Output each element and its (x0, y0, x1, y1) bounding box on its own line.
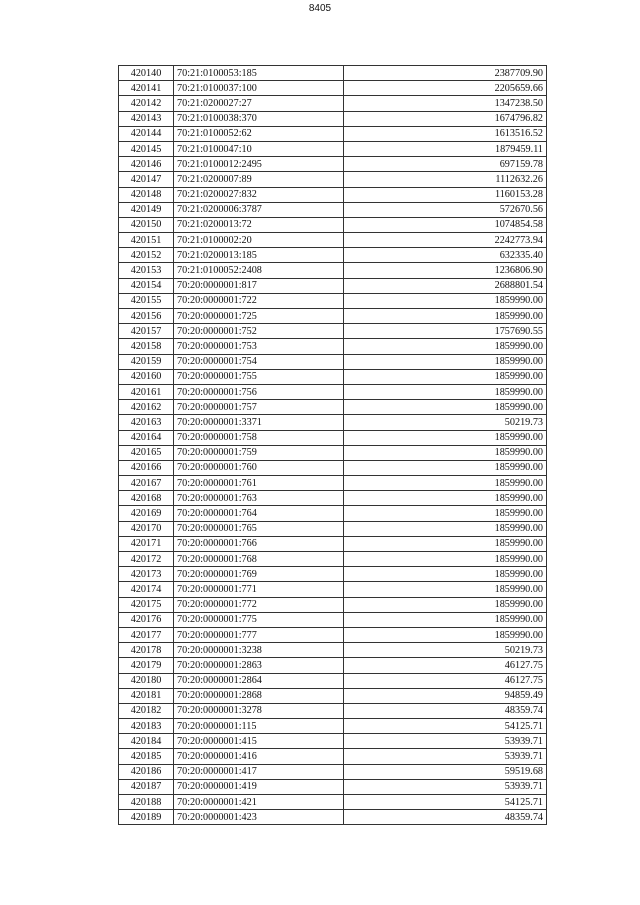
cadastral-number-cell: 70:20:0000001:722 (174, 293, 344, 308)
cadastral-number-cell: 70:20:0000001:2868 (174, 688, 344, 703)
table-row (119, 263, 547, 278)
table-row (119, 384, 547, 399)
table-row (119, 187, 547, 202)
amount-cell: 1859990.00 (344, 582, 547, 597)
table-row (119, 217, 547, 232)
cadastral-number-cell: 70:20:0000001:760 (174, 460, 344, 475)
cadastral-number-cell: 70:21:0100052:62 (174, 126, 344, 141)
amount-cell: 1160153.28 (344, 187, 547, 202)
table-row (119, 643, 547, 658)
cadastral-number-cell: 70:21:0100047:10 (174, 141, 344, 156)
table-row (119, 369, 547, 384)
amount-cell: 1859990.00 (344, 293, 547, 308)
table-row (119, 673, 547, 688)
amount-cell: 1859990.00 (344, 491, 547, 506)
row-id-cell: 420161 (119, 384, 174, 399)
cadastral-number-cell: 70:20:0000001:423 (174, 810, 344, 825)
cadastral-number-cell: 70:20:0000001:757 (174, 400, 344, 415)
cadastral-number-cell: 70:20:0000001:3238 (174, 643, 344, 658)
row-id-cell: 420168 (119, 491, 174, 506)
row-id-cell: 420157 (119, 324, 174, 339)
row-id-cell: 420149 (119, 202, 174, 217)
row-id-cell: 420175 (119, 597, 174, 612)
row-id-cell: 420169 (119, 506, 174, 521)
table-row (119, 309, 547, 324)
amount-cell: 1859990.00 (344, 309, 547, 324)
table-row (119, 430, 547, 445)
table-row (119, 810, 547, 825)
row-id-cell: 420160 (119, 369, 174, 384)
amount-cell: 1859990.00 (344, 567, 547, 582)
row-id-cell: 420144 (119, 126, 174, 141)
row-id-cell: 420189 (119, 810, 174, 825)
table-row (119, 324, 547, 339)
page-number: 8405 (308, 3, 332, 14)
table-row (119, 278, 547, 293)
amount-cell: 59519.68 (344, 764, 547, 779)
cadastral-number-cell: 70:20:0000001:768 (174, 552, 344, 567)
cadastral-number-cell: 70:20:0000001:761 (174, 476, 344, 491)
registry-table (118, 65, 547, 825)
table-row (119, 597, 547, 612)
amount-cell: 48359.74 (344, 703, 547, 718)
amount-cell: 1859990.00 (344, 384, 547, 399)
row-id-cell: 420177 (119, 627, 174, 642)
cadastral-number-cell: 70:21:0100037:100 (174, 81, 344, 96)
amount-cell: 1613516.52 (344, 126, 547, 141)
table-row (119, 552, 547, 567)
table-row (119, 415, 547, 430)
cadastral-number-cell: 70:20:0000001:759 (174, 445, 344, 460)
row-id-cell: 420176 (119, 612, 174, 627)
cadastral-number-cell: 70:20:0000001:2863 (174, 658, 344, 673)
row-id-cell: 420185 (119, 749, 174, 764)
amount-cell: 46127.75 (344, 673, 547, 688)
amount-cell: 1859990.00 (344, 536, 547, 551)
amount-cell: 1859990.00 (344, 369, 547, 384)
row-id-cell: 420174 (119, 582, 174, 597)
row-id-cell: 420183 (119, 719, 174, 734)
cadastral-number-cell: 70:21:0200013:185 (174, 248, 344, 263)
table-row (119, 400, 547, 415)
table-row (119, 536, 547, 551)
table-row (119, 521, 547, 536)
row-id-cell: 420141 (119, 81, 174, 96)
cadastral-number-cell: 70:21:0100038:370 (174, 111, 344, 126)
amount-cell: 2688801.54 (344, 278, 547, 293)
cadastral-number-cell: 70:20:0000001:756 (174, 384, 344, 399)
amount-cell: 54125.71 (344, 795, 547, 810)
amount-cell: 572670.56 (344, 202, 547, 217)
table-row (119, 66, 547, 81)
cadastral-number-cell: 70:21:0200013:72 (174, 217, 344, 232)
table-row (119, 81, 547, 96)
cadastral-number-cell: 70:20:0000001:3371 (174, 415, 344, 430)
cadastral-number-cell: 70:20:0000001:755 (174, 369, 344, 384)
amount-cell: 50219.73 (344, 415, 547, 430)
amount-cell: 46127.75 (344, 658, 547, 673)
row-id-cell: 420179 (119, 658, 174, 673)
table-row (119, 688, 547, 703)
row-id-cell: 420156 (119, 309, 174, 324)
amount-cell: 1859990.00 (344, 627, 547, 642)
table-row (119, 248, 547, 263)
table-row (119, 354, 547, 369)
cadastral-number-cell: 70:20:0000001:766 (174, 536, 344, 551)
table-row (119, 749, 547, 764)
amount-cell: 1674796.82 (344, 111, 547, 126)
amount-cell: 1859990.00 (344, 476, 547, 491)
amount-cell: 2242773.94 (344, 233, 547, 248)
table-row (119, 734, 547, 749)
cadastral-number-cell: 70:20:0000001:769 (174, 567, 344, 582)
row-id-cell: 420184 (119, 734, 174, 749)
amount-cell: 53939.71 (344, 749, 547, 764)
cadastral-number-cell: 70:20:0000001:772 (174, 597, 344, 612)
cadastral-number-cell: 70:20:0000001:775 (174, 612, 344, 627)
table-row (119, 582, 547, 597)
cadastral-number-cell: 70:20:0000001:725 (174, 309, 344, 324)
cadastral-number-cell: 70:21:0100052:2408 (174, 263, 344, 278)
cadastral-number-cell: 70:20:0000001:752 (174, 324, 344, 339)
amount-cell: 1859990.00 (344, 521, 547, 536)
amount-cell: 94859.49 (344, 688, 547, 703)
cadastral-number-cell: 70:20:0000001:416 (174, 749, 344, 764)
amount-cell: 1859990.00 (344, 506, 547, 521)
row-id-cell: 420162 (119, 400, 174, 415)
amount-cell: 50219.73 (344, 643, 547, 658)
amount-cell: 1879459.11 (344, 141, 547, 156)
table-row (119, 96, 547, 111)
row-id-cell: 420173 (119, 567, 174, 582)
amount-cell: 2387709.90 (344, 66, 547, 81)
table-row (119, 172, 547, 187)
row-id-cell: 420142 (119, 96, 174, 111)
table-row (119, 627, 547, 642)
amount-cell: 1859990.00 (344, 597, 547, 612)
row-id-cell: 420143 (119, 111, 174, 126)
amount-cell: 1859990.00 (344, 612, 547, 627)
row-id-cell: 420186 (119, 764, 174, 779)
cadastral-number-cell: 70:21:0200027:27 (174, 96, 344, 111)
table-row (119, 703, 547, 718)
cadastral-number-cell: 70:20:0000001:765 (174, 521, 344, 536)
row-id-cell: 420178 (119, 643, 174, 658)
cadastral-number-cell: 70:20:0000001:754 (174, 354, 344, 369)
row-id-cell: 420146 (119, 157, 174, 172)
row-id-cell: 420154 (119, 278, 174, 293)
row-id-cell: 420171 (119, 536, 174, 551)
table-row (119, 141, 547, 156)
amount-cell: 1859990.00 (344, 400, 547, 415)
table-row (119, 339, 547, 354)
cadastral-number-cell: 70:20:0000001:771 (174, 582, 344, 597)
amount-cell: 632335.40 (344, 248, 547, 263)
table-row (119, 293, 547, 308)
row-id-cell: 420182 (119, 703, 174, 718)
amount-cell: 1859990.00 (344, 460, 547, 475)
cadastral-number-cell: 70:20:0000001:417 (174, 764, 344, 779)
table-row (119, 460, 547, 475)
cadastral-number-cell: 70:21:0100012:2495 (174, 157, 344, 172)
amount-cell: 53939.71 (344, 779, 547, 794)
row-id-cell: 420153 (119, 263, 174, 278)
row-id-cell: 420181 (119, 688, 174, 703)
cadastral-number-cell: 70:20:0000001:415 (174, 734, 344, 749)
row-id-cell: 420148 (119, 187, 174, 202)
amount-cell: 1074854.58 (344, 217, 547, 232)
row-id-cell: 420147 (119, 172, 174, 187)
cadastral-number-cell: 70:21:0100002:20 (174, 233, 344, 248)
row-id-cell: 420152 (119, 248, 174, 263)
registry-table-body (119, 66, 547, 825)
amount-cell: 1112632.26 (344, 172, 547, 187)
amount-cell: 1859990.00 (344, 354, 547, 369)
amount-cell: 1347238.50 (344, 96, 547, 111)
amount-cell: 1859990.00 (344, 445, 547, 460)
row-id-cell: 420170 (119, 521, 174, 536)
row-id-cell: 420151 (119, 233, 174, 248)
cadastral-number-cell: 70:20:0000001:3278 (174, 703, 344, 718)
row-id-cell: 420163 (119, 415, 174, 430)
amount-cell: 2205659.66 (344, 81, 547, 96)
amount-cell: 54125.71 (344, 719, 547, 734)
row-id-cell: 420167 (119, 476, 174, 491)
amount-cell: 1859990.00 (344, 430, 547, 445)
table-row (119, 764, 547, 779)
amount-cell: 697159.78 (344, 157, 547, 172)
cadastral-number-cell: 70:20:0000001:2864 (174, 673, 344, 688)
table-row (119, 795, 547, 810)
cadastral-number-cell: 70:20:0000001:817 (174, 278, 344, 293)
cadastral-number-cell: 70:20:0000001:764 (174, 506, 344, 521)
row-id-cell: 420187 (119, 779, 174, 794)
table-row (119, 233, 547, 248)
table-row (119, 779, 547, 794)
row-id-cell: 420145 (119, 141, 174, 156)
table-row (119, 202, 547, 217)
table-row (119, 658, 547, 673)
cadastral-number-cell: 70:21:0100053:185 (174, 66, 344, 81)
cadastral-number-cell: 70:20:0000001:115 (174, 719, 344, 734)
table-row (119, 506, 547, 521)
cadastral-number-cell: 70:20:0000001:777 (174, 627, 344, 642)
cadastral-number-cell: 70:20:0000001:421 (174, 795, 344, 810)
row-id-cell: 420172 (119, 552, 174, 567)
table-row (119, 719, 547, 734)
cadastral-number-cell: 70:20:0000001:753 (174, 339, 344, 354)
amount-cell: 1859990.00 (344, 552, 547, 567)
row-id-cell: 420164 (119, 430, 174, 445)
table-row (119, 111, 547, 126)
table-row (119, 567, 547, 582)
table-row (119, 476, 547, 491)
row-id-cell: 420188 (119, 795, 174, 810)
amount-cell: 53939.71 (344, 734, 547, 749)
amount-cell: 1757690.55 (344, 324, 547, 339)
table-row (119, 126, 547, 141)
amount-cell: 48359.74 (344, 810, 547, 825)
amount-cell: 1236806.90 (344, 263, 547, 278)
row-id-cell: 420159 (119, 354, 174, 369)
cadastral-number-cell: 70:21:0200007:89 (174, 172, 344, 187)
row-id-cell: 420165 (119, 445, 174, 460)
table-row (119, 445, 547, 460)
row-id-cell: 420180 (119, 673, 174, 688)
cadastral-number-cell: 70:21:0200027:832 (174, 187, 344, 202)
row-id-cell: 420158 (119, 339, 174, 354)
table-row (119, 491, 547, 506)
row-id-cell: 420155 (119, 293, 174, 308)
cadastral-number-cell: 70:20:0000001:758 (174, 430, 344, 445)
cadastral-number-cell: 70:20:0000001:419 (174, 779, 344, 794)
amount-cell: 1859990.00 (344, 339, 547, 354)
table-row (119, 157, 547, 172)
row-id-cell: 420150 (119, 217, 174, 232)
row-id-cell: 420166 (119, 460, 174, 475)
table-row (119, 612, 547, 627)
cadastral-number-cell: 70:20:0000001:763 (174, 491, 344, 506)
cadastral-number-cell: 70:21:0200006:3787 (174, 202, 344, 217)
row-id-cell: 420140 (119, 66, 174, 81)
